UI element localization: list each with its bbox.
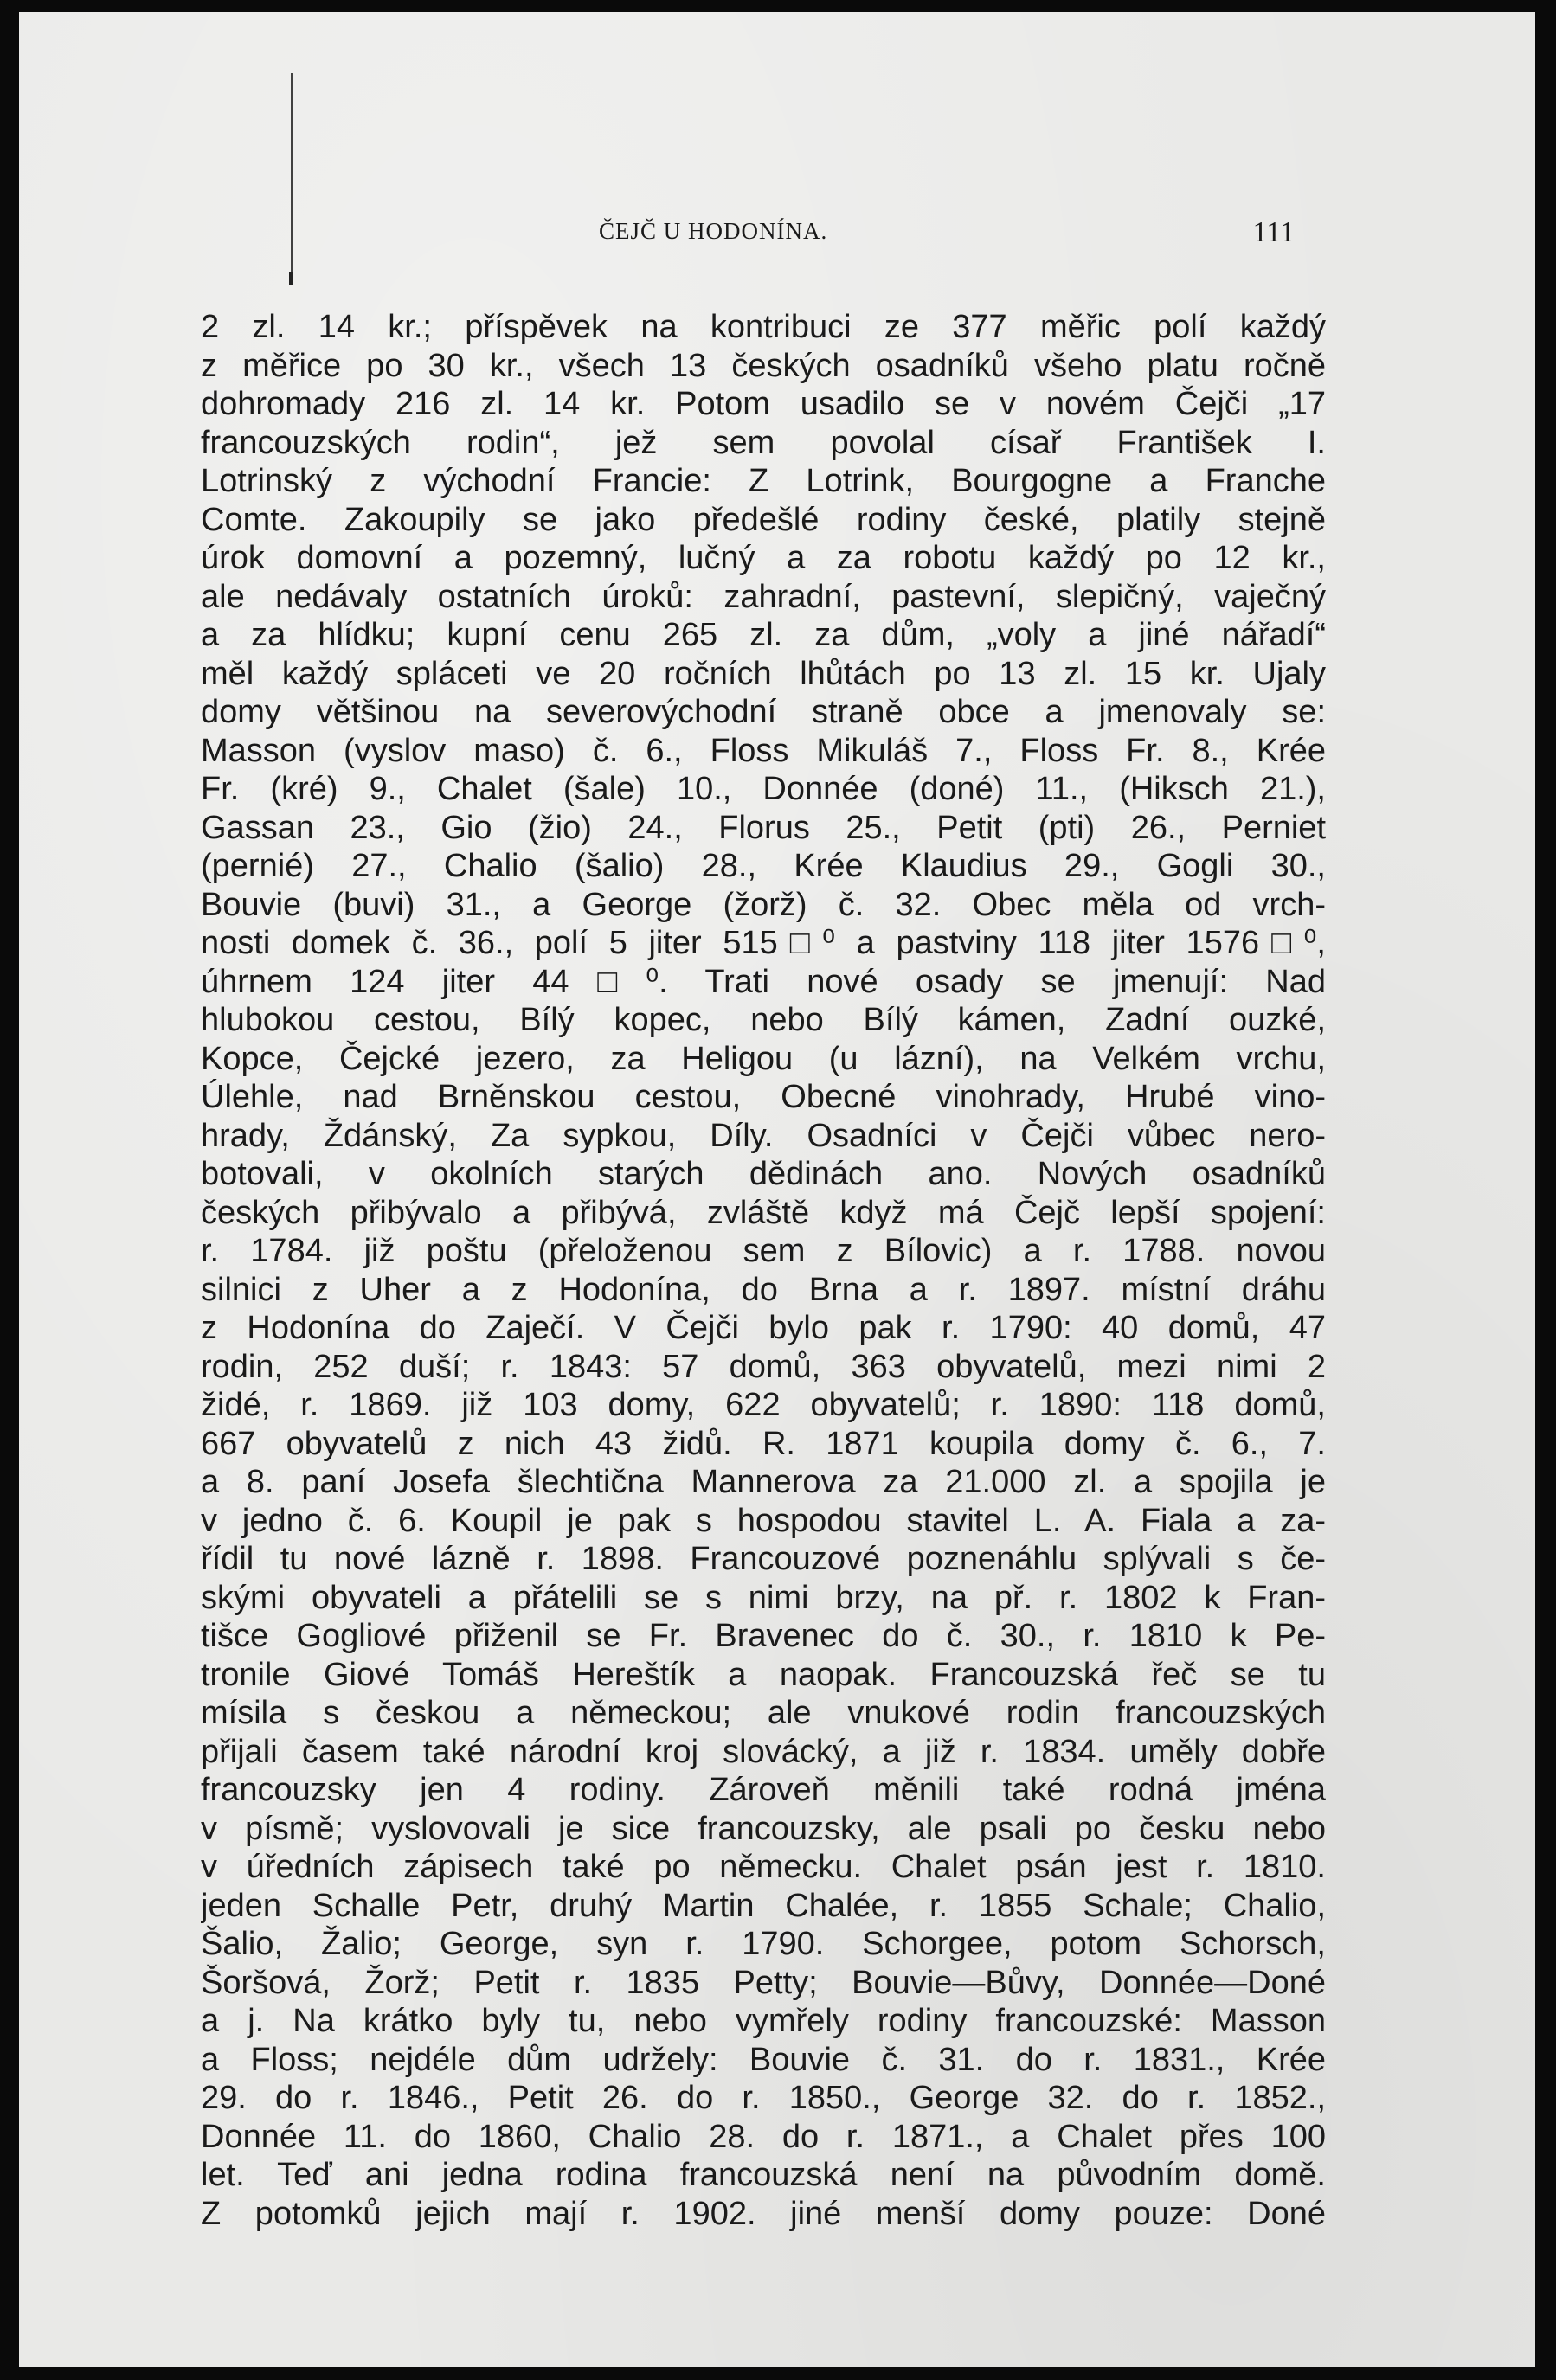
text-line: skými obyvateli a přátelili se s nimi brzy, na př. r. 1802 k Fran- (201, 1579, 1326, 1616)
book-page (19, 12, 1535, 2367)
text-line: mísila s českou a německou; ale vnukové rodin francouzských (201, 1695, 1326, 1731)
text-line: hrady, Ždánský, Za sypkou, Díly. Osadníci v Čejči vůbec nero- (201, 1117, 1326, 1154)
text-line: v úředních zápisech také po německu. Chalet psán jest r. 1810. (201, 1849, 1326, 1885)
text-line: přijali časem také národní kroj slovácký, a již r. 1834. uměly dobře (201, 1733, 1326, 1770)
text-line: řídil tu nové lázně r. 1898. Francouzové poznenáhlu splývali s če- (201, 1541, 1326, 1577)
text-line: židé, r. 1869. již 103 domy, 622 obyvatelů; r. 1890: 118 domů, (201, 1387, 1326, 1423)
text-line: jeden Schalle Petr, druhý Martin Chalée, r. 1855 Schale; Chalio, (201, 1887, 1326, 1924)
text-line: 2 zl. 14 kr.; příspěvek na kontribuci ze 377 měřic polí každý (201, 309, 1326, 345)
text-line: Šalio, Žalio; George, syn r. 1790. Schorgee, potom Schorsch, (201, 1926, 1326, 1962)
margin-tick (289, 272, 293, 285)
text-line: rodin, 252 duší; r. 1843: 57 domů, 363 obyvatelů, mezi nimi 2 (201, 1348, 1326, 1385)
body-text (201, 308, 1326, 2233)
text-line: domy většinou na severovýchodní straně obce a jmenovaly se: (201, 694, 1326, 730)
text-line: ale nedávaly ostatních úroků: zahradní, pastevní, slepičný, vaječný (201, 578, 1326, 615)
page-number: 111 (1252, 216, 1295, 248)
text-line: (pernié) 27., Chalio (šalio) 28., Krée Klaudius 29., Gogli 30., (201, 848, 1326, 884)
text-line: Donnée 11. do 1860, Chalio 28. do r. 1871., a Chalet přes 100 (201, 2118, 1326, 2155)
text-line: francouzsky jen 4 rodiny. Zároveň měnili také rodná jména (201, 1772, 1326, 1808)
text-line: francouzských rodin“, jež sem povolal císař František I. (201, 424, 1326, 461)
text-line: z Hodonína do Zaječí. V Čejči bylo pak r. 1790: 40 domů, 47 (201, 1310, 1326, 1346)
text-line: úhrnem 124 jiter 44□⁰. Trati nové osady se jmenují: Nad (201, 963, 1326, 1000)
text-line: měl každý spláceti ve 20 ročních lhůtách po 13 zl. 15 kr. Ujaly (201, 655, 1326, 692)
text-line: v jedno č. 6. Koupil je pak s hospodou stavitel L. A. Fiala a za- (201, 1502, 1326, 1539)
text-line: Gassan 23., Gio (žio) 24., Florus 25., Petit (pti) 26., Perniet (201, 809, 1326, 846)
text-line: Fr. (kré) 9., Chalet (šale) 10., Donnée (doné) 11., (Hiksch 21.), (201, 771, 1326, 807)
text-line: Bouvie (buvi) 31., a George (žorž) č. 32. Obec měla od vrch- (201, 886, 1326, 923)
margin-line (291, 73, 293, 280)
text-line: a j. Na krátko byly tu, nebo vymřely rodiny francouzské: Masson (201, 2003, 1326, 2039)
running-head: ČEJČ U HODONÍNA. (599, 218, 828, 244)
text-line: a 8. paní Josefa šlechtična Mannerova za 21.000 zl. a spojila je (201, 1464, 1326, 1500)
text-line: Lotrinský z východní Francie: Z Lotrink, Bourgogne a Franche (201, 463, 1326, 499)
text-line: 667 obyvatelů z nich 43 židů. R. 1871 koupila domy č. 6., 7. (201, 1425, 1326, 1462)
text-line: tišce Gogliové přiženil se Fr. Bravenec do č. 30., r. 1810 k Pe- (201, 1618, 1326, 1654)
text-line: českých přibývalo a přibývá, zvláště když má Čejč lepší spojení: (201, 1194, 1326, 1231)
text-line: Z potomků jejich mají r. 1902. jiné menší domy pouze: Doné (201, 2195, 1326, 2232)
text-line: dohromady 216 zl. 14 kr. Potom usadilo se v novém Čejči „17 (201, 386, 1326, 422)
text-line: Úlehle, nad Brněnskou cestou, Obecné vinohrady, Hrubé vino- (201, 1079, 1326, 1115)
text-line: 29. do r. 1846., Petit 26. do r. 1850., George 32. do r. 1852., (201, 2080, 1326, 2116)
text-line: úrok domovní a pozemný, lučný a za robotu každý po 12 kr., (201, 540, 1326, 576)
text-line: a Floss; nejdéle dům udržely: Bouvie č. 31. do r. 1831., Krée (201, 2041, 1326, 2078)
text-line: botovali, v okolních starých dědinách ano. Nových osadníků (201, 1156, 1326, 1192)
text-line: let. Teď ani jedna rodina francouzská není na původním domě. (201, 2157, 1326, 2193)
text-line: hlubokou cestou, Bílý kopec, nebo Bílý kámen, Zadní ouzké, (201, 1002, 1326, 1038)
text-line: nosti domek č. 36., polí 5 jiter 515□⁰ a pastviny 118 jiter 1576□⁰, (201, 925, 1326, 961)
text-line: z měřice po 30 kr., všech 13 českých osadníků všeho platu ročně (201, 347, 1326, 384)
text-line: tronile Giové Tomáš Hereštík a naopak. Francouzská řeč se tu (201, 1656, 1326, 1693)
text-line: Masson (vyslov maso) č. 6., Floss Mikuláš 7., Floss Fr. 8., Krée (201, 732, 1326, 769)
text-line: a za hlídku; kupní cenu 265 zl. za dům, „voly a jiné nářadí“ (201, 617, 1326, 653)
text-line: Šoršová, Žorž; Petit r. 1835 Petty; Bouvie—Bůvy, Donnée—Doné (201, 1964, 1326, 2001)
text-line: Comte. Zakoupily se jako předešlé rodiny české, platily stejně (201, 501, 1326, 538)
text-line: silnici z Uher a z Hodonína, do Brna a r. 1897. místní dráhu (201, 1271, 1326, 1308)
text-line: Kopce, Čejcké jezero, za Heligou (u lázní), na Velkém vrchu, (201, 1040, 1326, 1077)
text-line: v písmě; vyslovovali je sice francouzsky, ale psali po česku nebo (201, 1810, 1326, 1847)
text-line: r. 1784. již poštu (přeloženou sem z Bílovic) a r. 1788. novou (201, 1233, 1326, 1269)
